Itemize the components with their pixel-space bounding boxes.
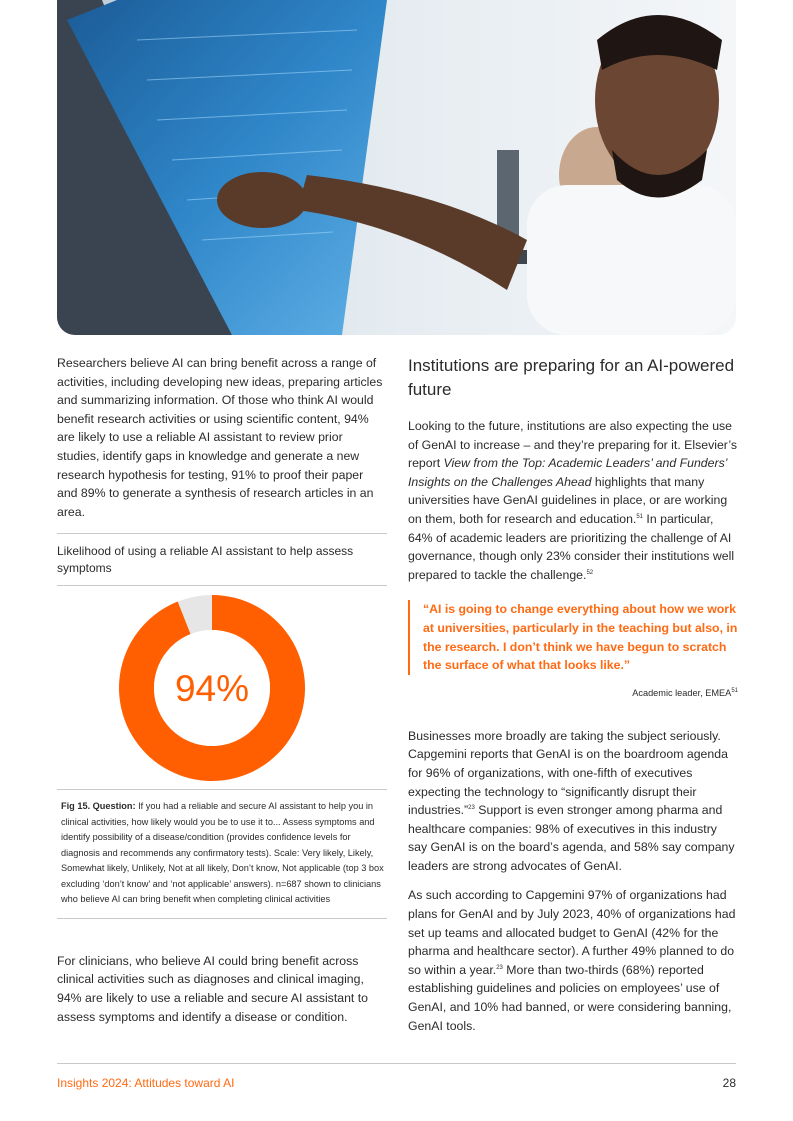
hero-photo [57, 0, 736, 335]
institutions-paragraph [408, 417, 738, 584]
text-run: highlights that many universities have GenAI guidelines in place, or are working on them, both for research and education. [408, 474, 728, 526]
footnote-ref: 51 [636, 513, 644, 520]
footnote-ref: 52 [586, 569, 594, 576]
clinicians-paragraph: For clinicians, who believe AI could bring benefit across clinical activities such as diagnoses and clinical imaging, 94% are likely to use a reliable and secure AI assistant to assess symptoms and identify a disease or condition. [57, 953, 369, 1024]
footnote-ref: 23 [496, 964, 503, 971]
donut-center-label: 94% [174, 668, 250, 710]
report-title: View from the Top: Academic Leaders’ and Funders’ Insights on the Challenges Ahead [408, 456, 727, 489]
attribution-text: Academic leader, EMEA [632, 687, 732, 698]
quote-attribution [408, 688, 738, 698]
left-column [57, 354, 387, 1026]
footnote-ref: 23 [468, 805, 475, 811]
footnote-ref: 51 [731, 687, 738, 694]
divider [57, 533, 387, 534]
footer-divider [57, 1063, 736, 1064]
figure-caption [57, 790, 387, 918]
right-column [408, 354, 738, 1035]
chart-title: Likelihood of using a reliable AI assistant to help assess symptoms [57, 544, 354, 576]
text-run: In particular, 64% of academic leaders are prioritizing the challenge of AI governance, though only 23% consider their institutions well prepared to tackle the challenge. [408, 511, 735, 582]
divider [57, 918, 387, 919]
footer-title: Insights 2024: Attitudes toward AI [57, 1076, 235, 1090]
pull-quote [408, 600, 738, 674]
intro-paragraph: Researchers believe AI can bring benefit across a range of activities, including developing new ideas, preparing articles and summarizing information. Of those who think AI would benefit research activities or using scientific content, 94% are likely to use a reliable AI assistant to review prior studies, identify gaps in knowledge and generate a new research hypothesis for testing, 91% to proof their paper and 89% to generate a synthesis of research articles in an area. [57, 356, 383, 519]
text-run: Support is even stronger among pharma and healthcare companies: 98% of executives in this industry say GenAI is on the board’s agenda, and 58% say company leaders are strong advocates of GenAI. [408, 803, 735, 873]
text-run: Businesses more broadly are taking the subject seriously. Capgemini reports that GenAI is on the boardroom agenda for 96% of organizations, with one-fifth of executives expecting the technology to “significantly disrupt their industries.” [408, 728, 728, 818]
hero-illustration [57, 0, 736, 335]
capgemini-paragraph [408, 886, 738, 1035]
donut-svg [57, 586, 387, 789]
text-run: Looking to the future, institutions are also expecting the use of GenAI to increase – and they’re preparing for it. Elsevier’s report [408, 419, 738, 471]
page-number: 28 [722, 1076, 736, 1090]
text-run: As such according to Capgemini 97% of organizations had plans for GenAI and by July 2023, 40% of organizations had set up teams and allocated budget to GenAI (42% for the pharma and healthcare sector). A further 49% planned to do so within a year. [408, 888, 736, 977]
donut-chart [57, 586, 387, 789]
caption-text: If you had a reliable and secure AI assistant to help you in clinical activities, how likely would you be to use it to... Assess symptoms and identify possibility of a disease/condition (provides confidence levels for diagnosis and recommends any confirmatory tests). Scale: Very likely, Likely, Somewhat likely, Unlikely, Not at all likely, Don’t know, Not applicable (top 3 box excluding ‘don’t know’ and ‘not applicable’ answers). n=687 shown to clinicians who believe AI can bring benefit when completing clinical activities [61, 801, 384, 905]
quote-text: “AI is going to change everything about how we work at universities, particularly in the teaching but also, in the research. I don’t think we have begun to scratch the surface of what that looks like.” [423, 602, 738, 673]
businesses-paragraph [408, 727, 738, 876]
text-run: More than two-thirds (68%) reported establishing guidelines and policies on employees’ use of GenAI, and 10% had banned, or were considering banning, GenAI tools. [408, 962, 732, 1033]
caption-label: Fig 15. Question: [61, 801, 136, 812]
section-heading: Institutions are preparing for an AI-powered future [408, 356, 735, 399]
